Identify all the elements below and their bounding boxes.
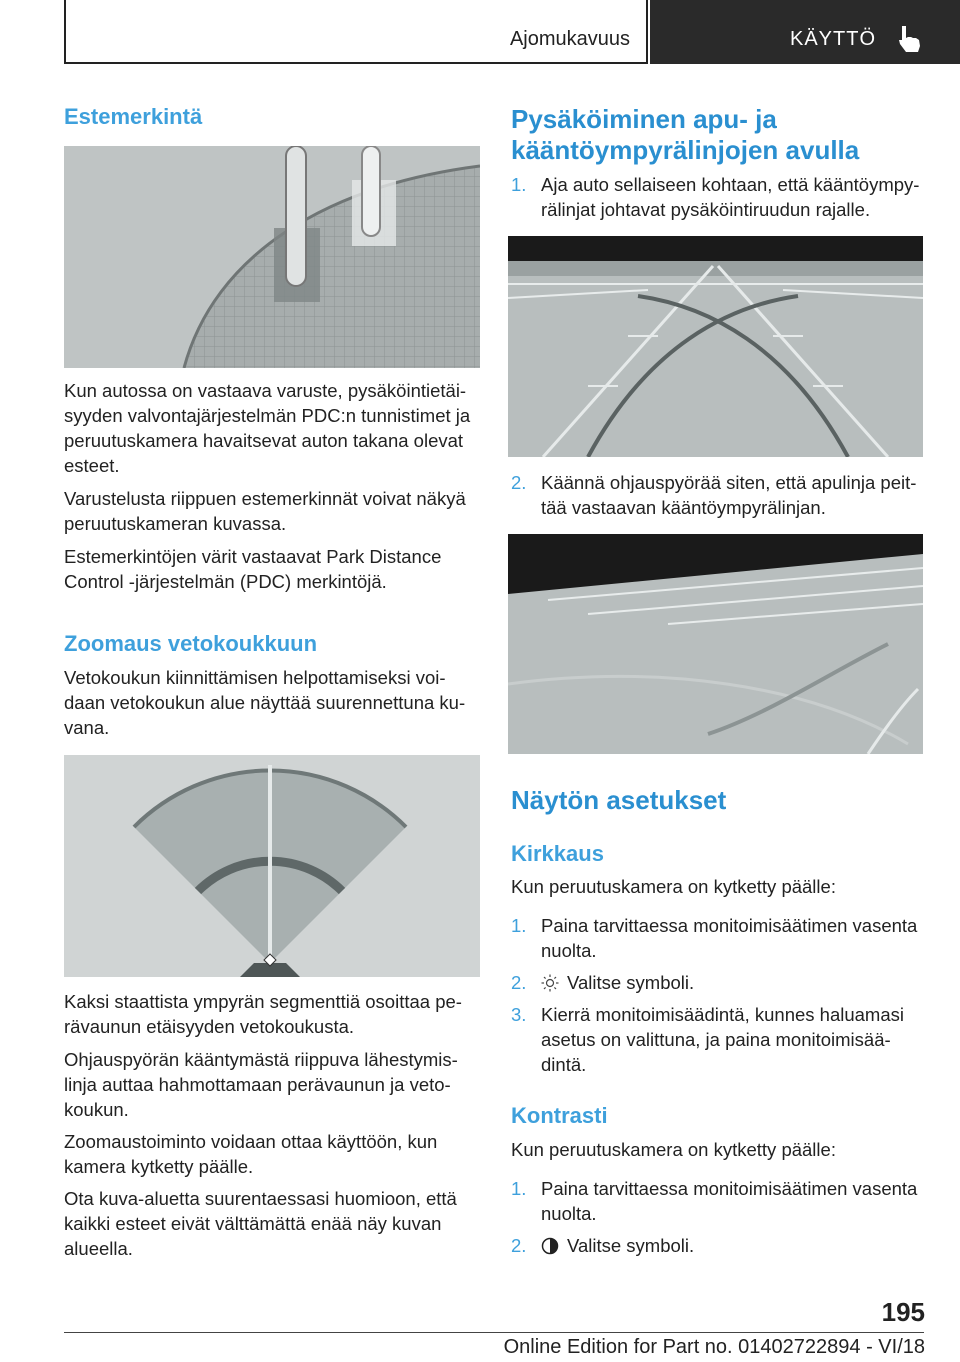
header-chapter-title: KÄYTTÖ <box>790 28 877 50</box>
step-text <box>541 913 917 963</box>
text-line: alueella. <box>64 1238 133 1259</box>
step-text <box>541 1176 917 1226</box>
text-line: rävaunun etäisyyden vetokoukusta. <box>64 1016 355 1037</box>
brightness-step-2 <box>511 970 925 996</box>
text-line: dintä. <box>541 1054 587 1075</box>
turning-lines-figure-1 <box>508 236 923 457</box>
pointing-hand-icon <box>896 24 922 54</box>
footer-divider <box>64 1332 924 1333</box>
text-line: asetus on valittuna, ja paina monitoimisää‐ <box>541 1029 891 1050</box>
obstacle-marking-illustration <box>64 146 480 368</box>
brightness-intro: Kun peruutuskamera on kytketty päälle: <box>511 876 836 897</box>
text-line: vana. <box>64 717 110 738</box>
brightness-sun-icon <box>541 974 559 992</box>
text-line: Kaksi staattista ympyrän segmenttiä osoittaa pe‐ <box>64 991 462 1012</box>
step-number: 3. <box>511 1004 527 1025</box>
section-title-obstacle-marking: Estemerkintä <box>64 104 203 129</box>
step-number: 2. <box>511 1235 527 1256</box>
hitch-zoom-figure <box>64 755 480 977</box>
text-line: Vetokoukun kiinnittämisen helpottamiseksi voi‐ <box>64 667 446 688</box>
text-line: nuolta. <box>541 940 597 961</box>
text-line: Ohjauspyörän kääntymästä riippuva lähestymis‐ <box>64 1049 458 1070</box>
step-text <box>541 970 694 995</box>
title-line: kääntöympyrälinjojen avulla <box>511 135 860 165</box>
text-line: esteet. <box>64 455 120 476</box>
text-line: rälinjat johtavat pysäköintiruudun rajalle. <box>541 199 871 220</box>
title-line: Pysäköiminen apu- ja <box>511 104 777 134</box>
text-line: peruutuskamera havaitsevat auton takana olevat <box>64 430 464 451</box>
step-number: 1. <box>511 174 527 195</box>
header-section-box <box>64 0 648 64</box>
step-text <box>541 172 919 222</box>
text-line: Ota kuva-aluetta suurentaessasi huomioon, että <box>64 1188 457 1209</box>
text-line: Varustelusta riippuen estemerkinnät voivat näkyä <box>64 488 466 509</box>
paragraph-image-area <box>64 1186 457 1261</box>
footer-edition: Online Edition for Part no. 01402722894 - VI/18 <box>503 1336 925 1358</box>
text-line: Paina tarvittaessa monitoimisäätimen vasenta <box>541 915 918 936</box>
step-text <box>541 470 916 520</box>
text-line: Käännä ohjauspyörää siten, että apulinja peit‐ <box>541 472 917 493</box>
hitch-zoom-illustration <box>64 755 480 977</box>
step-number: 2. <box>511 972 527 993</box>
turning-lines-illustration-1 <box>508 236 923 457</box>
paragraph-segments <box>64 989 462 1039</box>
text-line: koukun. <box>64 1099 129 1120</box>
text-line: syyden valvontajärjestelmän PDC:n tunnistimet ja <box>64 405 471 426</box>
section-title-brightness: Kirkkaus <box>511 841 604 866</box>
section-title-display-settings: Näytön asetukset <box>511 785 727 815</box>
paragraph-pdc-sensors <box>64 378 470 478</box>
text-line: Kierrä monitoimisäädintä, kunnes haluamasi <box>541 1004 904 1025</box>
paragraph-zoom-intro <box>64 665 465 740</box>
text-line: Paina tarvittaessa monitoimisäätimen vasenta <box>541 1178 918 1199</box>
text-line: Valitse symboli. <box>567 1235 695 1256</box>
page-number: 195 <box>881 1297 925 1327</box>
paragraph-approach-line <box>64 1047 458 1122</box>
contrast-intro: Kun peruutuskamera on kytketty päälle: <box>511 1139 836 1160</box>
section-title-contrast: Kontrasti <box>511 1103 608 1128</box>
paragraph-colors <box>64 544 441 594</box>
paragraph-equipment <box>64 486 466 536</box>
text-line: Zoomaustoiminto voidaan ottaa käyttöön, kun <box>64 1131 438 1152</box>
text-line: peruutuskameran kuvassa. <box>64 513 287 534</box>
brightness-step-3 <box>511 1002 925 1080</box>
text-line: linja auttaa hahmottamaan perävaunun ja veto‐ <box>64 1074 451 1095</box>
text-line: tää vastaavan kääntöympyrälinjan. <box>541 497 826 518</box>
parking-step-1 <box>511 172 925 224</box>
text-line: nuolta. <box>541 1203 597 1224</box>
header-section-title: Ajomukavuus <box>509 28 630 50</box>
step-text <box>541 1002 904 1077</box>
text-line: daan vetokoukun alue näyttää suurennettuna ku‐ <box>64 692 466 713</box>
section-title-zoom-hitch: Zoomaus vetokoukkuun <box>64 631 318 656</box>
turning-lines-figure-2 <box>508 534 923 754</box>
text-line: Aja auto sellaiseen kohtaan, että kääntöympy‐ <box>541 174 920 195</box>
turning-lines-illustration-2 <box>508 534 923 754</box>
header-chapter-box <box>650 0 960 64</box>
text-line: Valitse symboli. <box>567 972 695 993</box>
obstacle-marking-figure <box>64 146 480 368</box>
text-line: kaikki esteet eivät välttämättä enää näy kuvan <box>64 1213 442 1234</box>
contrast-step-1 <box>511 1176 925 1228</box>
text-line: Kun autossa on vastaava varuste, pysäköintietäi‐ <box>64 380 467 401</box>
section-title-parking-assist <box>511 104 859 166</box>
contrast-step-2 <box>511 1233 925 1259</box>
text-line: Estemerkintöjen värit vastaavat Park Distance <box>64 546 442 567</box>
paragraph-zoom-activation <box>64 1129 437 1179</box>
brightness-step-1 <box>511 913 925 965</box>
step-number: 2. <box>511 472 527 493</box>
step-number: 1. <box>511 1178 527 1199</box>
step-text <box>541 1233 694 1258</box>
parking-step-2 <box>511 470 925 522</box>
step-number: 1. <box>511 915 527 936</box>
contrast-icon <box>541 1237 559 1255</box>
text-line: kamera kytketty päälle. <box>64 1156 254 1177</box>
text-line: Control -järjestelmän (PDC) merkintöjä. <box>64 571 387 592</box>
